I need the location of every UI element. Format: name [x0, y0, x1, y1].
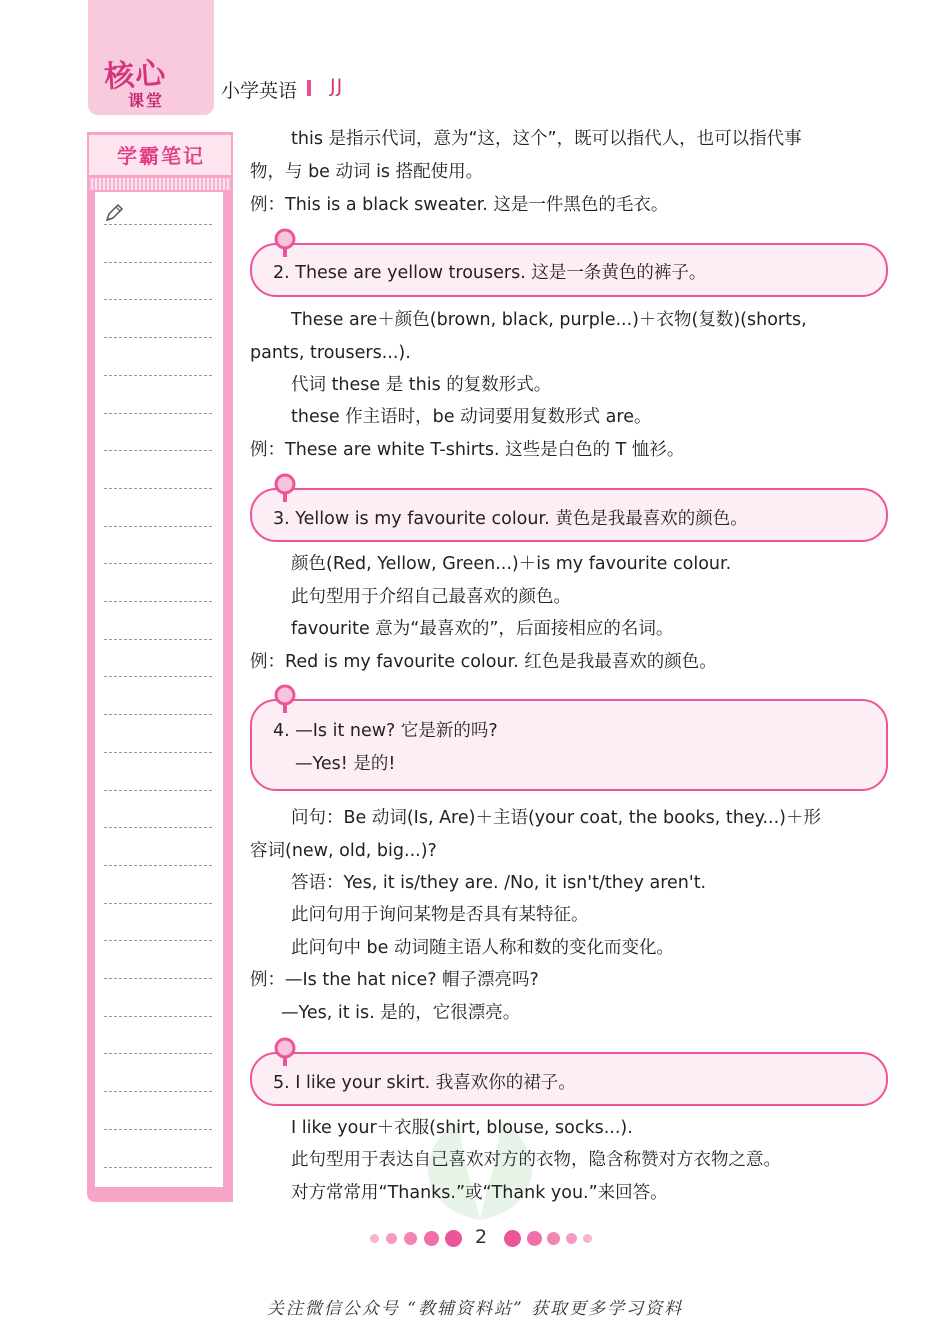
intro-example: 例：This is a black sweater. 这是一件黑色的毛衣。 [250, 195, 669, 215]
pager-dot [404, 1232, 417, 1245]
subject-divider [307, 80, 311, 96]
note-line [104, 639, 212, 640]
example-line: 例：These are white T-shirts. 这些是白色的 T 恤衫。 [250, 440, 685, 460]
note-line [104, 790, 212, 791]
note-line [104, 1016, 212, 1017]
explanation-line: 容词(new, old, big...)? [250, 841, 437, 861]
note-line [104, 1129, 212, 1130]
note-line [104, 903, 212, 904]
magnifier-icon [271, 228, 299, 258]
explanation-line: 此问句用于询问某物是否具有某特征。 [291, 905, 589, 925]
intro-line: 物，与 be 动词 is 搭配使用。 [250, 162, 484, 182]
note-line [104, 1053, 212, 1054]
explanation-line: these 作主语时，be 动词要用复数形式 are。 [291, 407, 652, 427]
note-line [104, 676, 212, 677]
explanation-line: favourite 意为“最喜欢的”，后面接相应的名词。 [291, 619, 674, 639]
key-sentence-2-text: 2. These are yellow trousers. 这是一条黄色的裤子。 [273, 263, 707, 283]
pager-dot [370, 1234, 379, 1243]
logo-sub-text: 课堂 [128, 91, 165, 110]
explanation-line: 此句型用于介绍自己最喜欢的颜色。 [291, 587, 571, 607]
explanation-line: These are＋颜色(brown, black, purple...)＋衣物(复数)(shorts, [291, 310, 807, 330]
note-line [104, 526, 212, 527]
explanation-line: 代词 these 是 this 的复数形式。 [291, 375, 552, 395]
page-number: 2 [475, 1226, 488, 1248]
explanation-line: 此问句中 be 动词随主语人称和数的变化而变化。 [291, 938, 674, 958]
note-line [104, 488, 212, 489]
magnifier-icon [271, 473, 299, 503]
pager-dot [504, 1230, 521, 1247]
magnifier-icon [271, 684, 299, 714]
note-line [104, 978, 212, 979]
key-sentence-5-text: 5. I like your skirt. 我喜欢你的裙子。 [273, 1073, 576, 1093]
explanation-line: pants, trousers...). [250, 343, 411, 363]
series-label: JJ [330, 75, 344, 97]
explanation-line: I like your＋衣服(shirt, blouse, socks...). [291, 1118, 633, 1138]
explanation-line: 此句型用于表达自己喜欢对方的衣物，隐含称赞对方衣物之意。 [291, 1150, 781, 1170]
note-line [104, 563, 212, 564]
pager-dot [424, 1231, 439, 1246]
sidebar-title: 学霸笔记 [117, 144, 205, 168]
logo-main-text: 核心 [103, 55, 168, 96]
note-line [104, 865, 212, 866]
pager-dot [547, 1232, 560, 1245]
note-line [104, 827, 212, 828]
key-sentence-4 [250, 699, 888, 791]
note-line [104, 262, 212, 263]
pager-dot [527, 1231, 542, 1246]
sidebar-notes-area [95, 192, 223, 1187]
example-line: 例：—Is the hat nice? 帽子漂亮吗? [250, 970, 539, 990]
note-line [104, 450, 212, 451]
key-sentence-4-question: 4. —Is it new? 它是新的吗? [273, 721, 498, 741]
sidebar-stripe [89, 178, 231, 190]
note-line [104, 375, 212, 376]
example-line: 例：Red is my favourite colour. 红色是我最喜欢的颜色。 [250, 652, 717, 672]
note-line [104, 714, 212, 715]
key-sentence-4-answer: —Yes! 是的! [295, 754, 396, 774]
intro-line: this 是指示代词，意为“这，这个”，既可以指代人，也可以指代事 [291, 129, 802, 149]
page-indicator [370, 1226, 600, 1250]
subject-label: 小学英语 [221, 80, 298, 102]
pager-dot [386, 1233, 397, 1244]
note-line [104, 337, 212, 338]
explanation-line: 对方常常用“Thanks.”或“Thank you.”来回答。 [291, 1183, 668, 1203]
note-line [104, 299, 212, 300]
note-line [104, 413, 212, 414]
magnifier-icon [271, 1037, 299, 1067]
key-sentence-3-text: 3. Yellow is my favourite colour. 黄色是我最喜欢的颜色。 [273, 509, 748, 529]
example-line: —Yes, it is. 是的，它很漂亮。 [281, 1003, 521, 1023]
pager-dot [445, 1230, 462, 1247]
note-line [104, 1167, 212, 1168]
note-line [104, 1091, 212, 1092]
explanation-line: 颜色(Red, Yellow, Green...)＋is my favourite colour. [291, 554, 732, 574]
note-line [104, 601, 212, 602]
note-line [104, 752, 212, 753]
explanation-line: 问句：Be 动词(Is, Are)＋主语(your coat, the books, they...)＋形 [291, 808, 821, 828]
note-line [104, 224, 212, 225]
pager-dot [583, 1234, 592, 1243]
footer-note: 关注微信公众号 “教辅资料站” 获取更多学习资料 [266, 1299, 684, 1319]
explanation-line: 答语：Yes, it is/they are. /No, it isn't/they aren't. [291, 873, 707, 893]
pencil-icon [103, 202, 125, 224]
note-line [104, 940, 212, 941]
pager-dot [566, 1233, 577, 1244]
